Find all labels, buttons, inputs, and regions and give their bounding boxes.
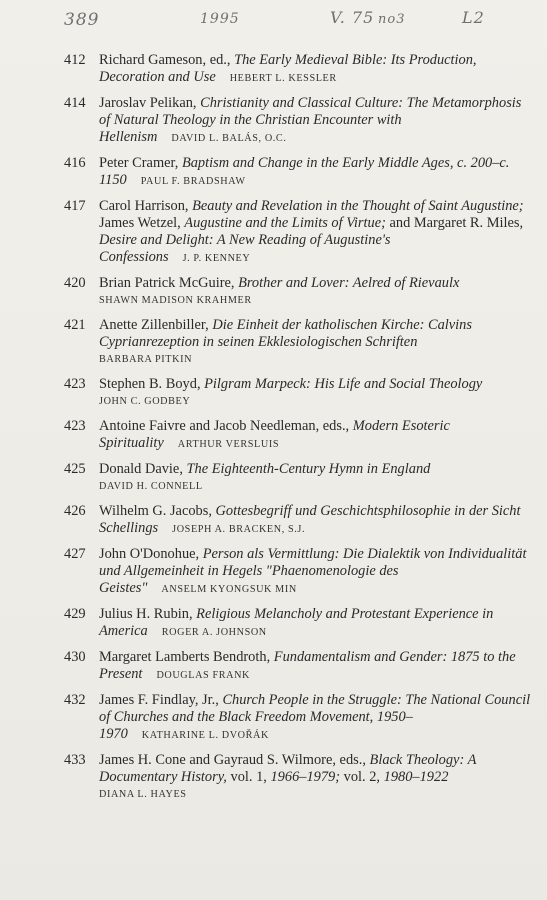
page-number: 432 <box>64 692 86 708</box>
review-entry <box>64 461 534 495</box>
author-connector: James Wetzel, <box>99 215 185 231</box>
page-number: 429 <box>64 606 86 622</box>
book-title: 1966–1979; <box>270 769 341 785</box>
handwritten-note: 1995 <box>200 11 240 27</box>
page-number: 423 <box>64 418 86 434</box>
review-entry <box>64 317 534 368</box>
page-number: 425 <box>64 461 86 477</box>
book-title: Church People in the Struggle: The National Council of Churches and the Black Freedom Movement, 1950–1970 <box>99 692 531 742</box>
book-title: Fundamentalism and Gender: 1875 to the Present <box>99 649 516 682</box>
reviewer-name: KATHARINE L. DVOŘÁK <box>141 730 269 741</box>
book-title: Augustine and the Limits of Virtue; <box>184 215 386 231</box>
reviewer-name: HEBERT L. KESSLER <box>229 73 337 84</box>
book-author: Jaroslav Pelikan, <box>99 95 201 111</box>
book-title: Beauty and Revelation in the Thought of Saint Augustine; <box>192 198 524 214</box>
book-title: The Early Medieval Bible: Its Production, Decoration and Use <box>99 52 477 85</box>
book-author: John O'Donohue, <box>99 546 203 562</box>
review-list <box>64 52 534 811</box>
review-entry <box>64 275 534 309</box>
book-title: Desire and Delight: A New Reading of Augustine's Confessions <box>99 232 391 265</box>
book-author: Julius H. Rubin, <box>99 606 197 622</box>
reviewer-name: DAVID H. CONNELL <box>99 481 203 492</box>
reviewer-name: DIANA L. HAYES <box>99 789 187 800</box>
book-author: Antoine Faivre and Jacob Needleman, eds., <box>99 418 353 434</box>
book-author: Anette Zillenbiller, <box>99 317 213 333</box>
review-entry <box>64 752 534 803</box>
reviewer-name: DAVID L. BALÁS, O.C. <box>171 133 287 144</box>
reviewer-name: JOHN C. GODBEY <box>99 396 191 407</box>
reviewer-name: JOSEPH A. BRACKEN, S.J. <box>172 524 306 535</box>
page-number: 421 <box>64 317 86 333</box>
page-number: 414 <box>64 95 86 111</box>
handwritten-note: no3 <box>378 12 406 27</box>
book-author: Carol Harrison, <box>99 198 193 214</box>
review-entry <box>64 649 534 684</box>
review-entry <box>64 52 534 87</box>
book-author: Wilhelm G. Jacobs, <box>99 503 216 519</box>
book-author: James H. Cone and Gayraud S. Wilmore, eds., <box>99 752 370 768</box>
book-author: Donald Davie, <box>99 461 187 477</box>
page-number: 430 <box>64 649 86 665</box>
book-author: Richard Gameson, ed., <box>99 52 235 68</box>
book-author: Peter Cramer, <box>99 155 182 171</box>
handwritten-note: V. 75 <box>330 8 375 27</box>
book-author: Brian Patrick McGuire, <box>99 275 239 291</box>
book-title: Die Einheit der katholischen Kirche: Calvins Cyprianrezeption in seinen Ekklesiologischen Schriften <box>99 317 472 350</box>
review-entry <box>64 155 534 190</box>
book-title: The Eighteenth-Century Hymn in England <box>186 461 431 477</box>
handwritten-note: L2 <box>462 8 485 27</box>
reviewer-name: ANSELM KYONGSUK MIN <box>161 584 297 595</box>
page-number: 416 <box>64 155 86 171</box>
author-connector: vol. 2, <box>340 769 384 785</box>
handwritten-note: 389 <box>64 10 100 30</box>
page-number: 417 <box>64 198 86 214</box>
reviewer-name: ARTHUR VERSLUIS <box>177 439 280 450</box>
page-number: 412 <box>64 52 86 68</box>
page-number: 420 <box>64 275 86 291</box>
reviewer-name: PAUL F. BRADSHAW <box>140 176 246 187</box>
review-entry <box>64 376 534 410</box>
page-number: 423 <box>64 376 86 392</box>
page-number: 426 <box>64 503 86 519</box>
book-title: Modern Esoteric Spirituality <box>99 418 450 451</box>
book-title: 1980–1922 <box>383 769 449 785</box>
author-connector: vol. 1, <box>226 769 271 785</box>
reviewer-name: ROGER A. JOHNSON <box>161 627 267 638</box>
book-author: Stephen B. Boyd, <box>99 376 205 392</box>
book-author: James F. Findlay, Jr., <box>99 692 223 708</box>
review-entry <box>64 606 534 641</box>
book-title: Black Theology: A Documentary History, <box>99 752 477 785</box>
book-title: Person als Vermittlung: Die Dialektik von Individualität und Allgemeinheit in Hegels "Phaenomenologie des Geistes" <box>99 546 527 596</box>
page-number: 427 <box>64 546 86 562</box>
book-title: Gottesbegriff und Geschichtsphilosophie in der Sicht Schellings <box>99 503 521 536</box>
reviewer-name: BARBARA PITKIN <box>99 354 193 365</box>
book-title: Baptism and Change in the Early Middle Ages, c. 200–c. 1150 <box>99 155 510 188</box>
book-author: Margaret Lamberts Bendroth, <box>99 649 274 665</box>
review-entry <box>64 692 534 744</box>
reviewer-name: J. P. KENNEY <box>182 253 251 264</box>
reviewer-name: SHAWN MADISON KRAHMER <box>99 295 252 306</box>
review-entry <box>64 546 534 598</box>
review-entry <box>64 418 534 453</box>
book-title: Christianity and Classical Culture: The Metamorphosis of Natural Theology in the Christian Encounter with Hellenism <box>99 95 522 145</box>
author-connector: and Margaret R. Miles, <box>385 215 524 231</box>
book-title: Religious Melancholy and Protestant Experience in America <box>99 606 494 639</box>
book-title: Pilgram Marpeck: His Life and Social Theology <box>204 376 483 392</box>
review-entry <box>64 198 534 267</box>
page-number: 433 <box>64 752 86 768</box>
reviewer-name: DOUGLAS FRANK <box>156 670 250 681</box>
review-entry <box>64 503 534 538</box>
review-entry <box>64 95 534 147</box>
book-title: Brother and Lover: Aelred of Rievaulx <box>238 275 460 291</box>
